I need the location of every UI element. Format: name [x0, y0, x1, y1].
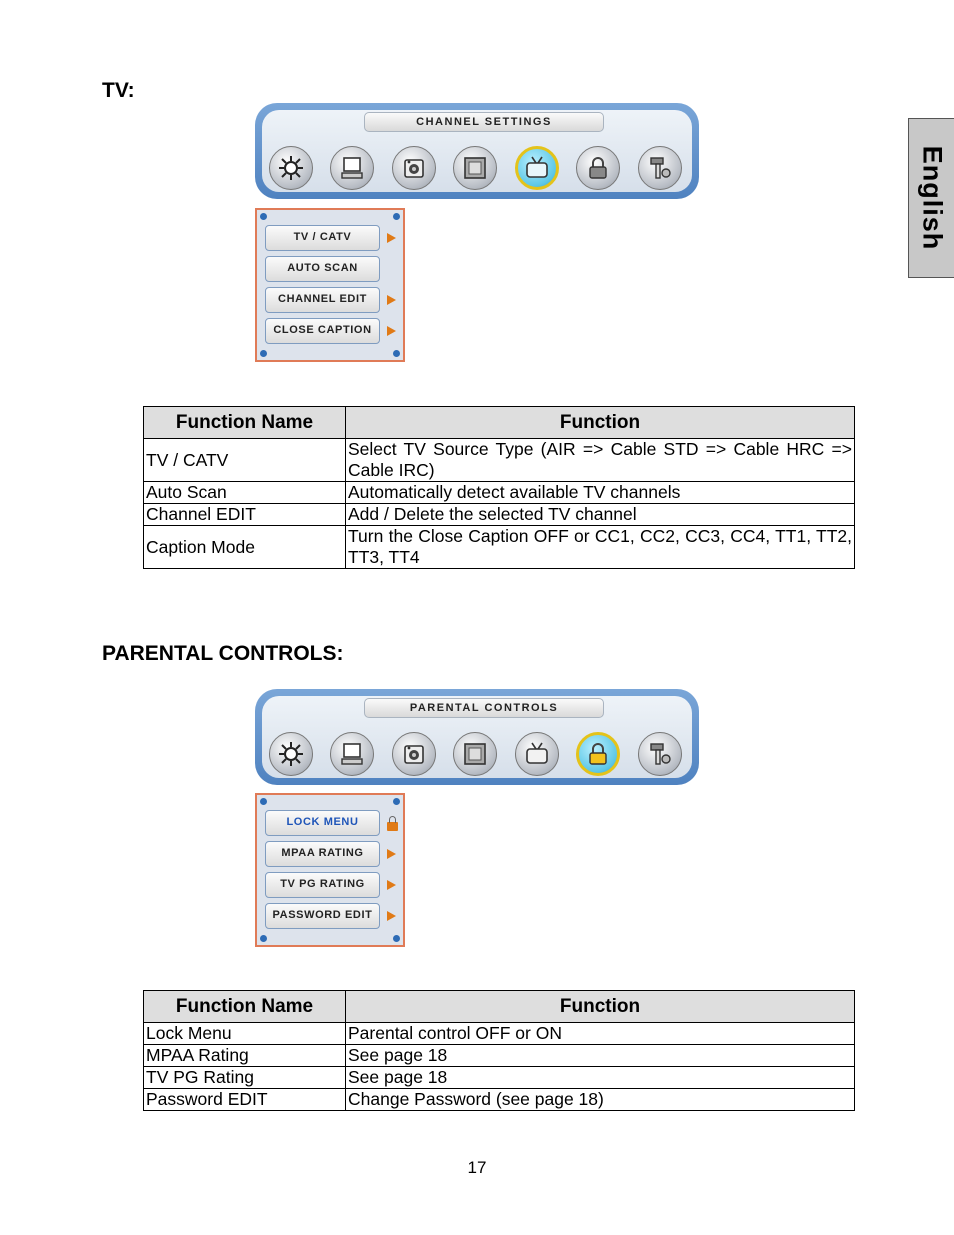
- tv-icon[interactable]: [515, 146, 559, 190]
- pc-icon[interactable]: [330, 146, 374, 190]
- table-header-function-name: Function Name: [144, 407, 346, 439]
- table-cell-function-name: MPAA Rating: [144, 1045, 346, 1067]
- submenu-arrow-icon: [387, 295, 396, 305]
- corner-dot: [393, 798, 400, 805]
- table-header-function-name: Function Name: [144, 991, 346, 1023]
- tools-icon[interactable]: [638, 732, 682, 776]
- osd-menu-title: CHANNEL SETTINGS: [364, 112, 604, 132]
- corner-dot: [260, 213, 267, 220]
- corner-dot: [260, 935, 267, 942]
- table-cell-function-name: Password EDIT: [144, 1089, 346, 1111]
- submenu-item-close-caption[interactable]: CLOSE CAPTION: [265, 318, 380, 344]
- table-cell-function-name: Auto Scan: [144, 482, 346, 504]
- table-cell-function: Parental control OFF or ON: [346, 1023, 855, 1045]
- osd-submenu-parental-controls: [255, 793, 405, 947]
- submenu-item-tv-catv[interactable]: TV / CATV: [265, 225, 380, 251]
- page-number: 17: [467, 1158, 487, 1177]
- table-row: [144, 482, 855, 504]
- language-tab: [908, 118, 954, 278]
- table-header-row: [144, 407, 855, 439]
- table-row: [144, 1089, 855, 1111]
- corner-dot: [393, 213, 400, 220]
- table-header-function: Function: [346, 407, 855, 439]
- submenu-arrow-icon: [387, 326, 396, 336]
- lock-icon[interactable]: [576, 732, 620, 776]
- submenu-arrow-icon: [387, 233, 396, 243]
- table-cell-function: Automatically detect available TV channels: [346, 482, 855, 504]
- osd-menu-bar-parental-controls: [255, 689, 699, 785]
- corner-dot: [393, 935, 400, 942]
- table-row: [144, 526, 855, 569]
- table-cell-function-name: Channel EDIT: [144, 504, 346, 526]
- table-row: [144, 1067, 855, 1089]
- submenu-item-tv-pg-rating[interactable]: TV PG RATING: [265, 872, 380, 898]
- table-cell-function-name: TV PG Rating: [144, 1067, 346, 1089]
- pc-icon[interactable]: [330, 732, 374, 776]
- table-header-row: [144, 991, 855, 1023]
- table-cell-function: See page 18: [346, 1067, 855, 1089]
- section-heading-tv: TV:: [102, 79, 135, 102]
- table-row: [144, 439, 855, 482]
- table-cell-function: Turn the Close Caption OFF or CC1, CC2, CC3, CC4, TT1, TT2, TT3, TT4: [346, 526, 855, 569]
- brightness-icon[interactable]: [269, 732, 313, 776]
- screen-icon[interactable]: [453, 146, 497, 190]
- submenu-arrow-icon: [387, 849, 396, 859]
- submenu-arrow-icon: [387, 911, 396, 921]
- submenu-item-password-edit[interactable]: PASSWORD EDIT: [265, 903, 380, 929]
- audio-icon[interactable]: [392, 732, 436, 776]
- corner-dot: [260, 350, 267, 357]
- corner-dot: [393, 350, 400, 357]
- brightness-icon[interactable]: [269, 146, 313, 190]
- submenu-item-channel-edit[interactable]: CHANNEL EDIT: [265, 287, 380, 313]
- tools-icon[interactable]: [638, 146, 682, 190]
- table-row: [144, 1023, 855, 1045]
- submenu-item-auto-scan[interactable]: AUTO SCAN: [265, 256, 380, 282]
- table-cell-function-name: Lock Menu: [144, 1023, 346, 1045]
- audio-icon[interactable]: [392, 146, 436, 190]
- table-header-function: Function: [346, 991, 855, 1023]
- function-table-parental-controls: [143, 990, 855, 1111]
- osd-menu-bar-channel-settings: [255, 103, 699, 199]
- tv-icon[interactable]: [515, 732, 559, 776]
- screen-icon[interactable]: [453, 732, 497, 776]
- table-row: [144, 1045, 855, 1067]
- corner-dot: [260, 798, 267, 805]
- language-tab-label: English: [917, 145, 947, 251]
- submenu-item-mpaa-rating[interactable]: MPAA RATING: [265, 841, 380, 867]
- table-cell-function: Add / Delete the selected TV channel: [346, 504, 855, 526]
- table-cell-function: See page 18: [346, 1045, 855, 1067]
- section-heading-parental-controls: PARENTAL CONTROLS:: [102, 642, 344, 665]
- submenu-item-lock-menu[interactable]: LOCK MENU: [265, 810, 380, 836]
- function-table-tv: [143, 406, 855, 569]
- table-row: [144, 504, 855, 526]
- osd-menu-title: PARENTAL CONTROLS: [364, 698, 604, 718]
- table-cell-function: Change Password (see page 18): [346, 1089, 855, 1111]
- osd-submenu-channel-settings: [255, 208, 405, 362]
- padlock-icon: [387, 822, 398, 831]
- table-cell-function-name: TV / CATV: [144, 439, 346, 482]
- table-cell-function-name: Caption Mode: [144, 526, 346, 569]
- table-cell-function: Select TV Source Type (AIR => Cable STD => Cable HRC => Cable IRC): [346, 439, 855, 482]
- submenu-arrow-icon: [387, 880, 396, 890]
- lock-icon[interactable]: [576, 146, 620, 190]
